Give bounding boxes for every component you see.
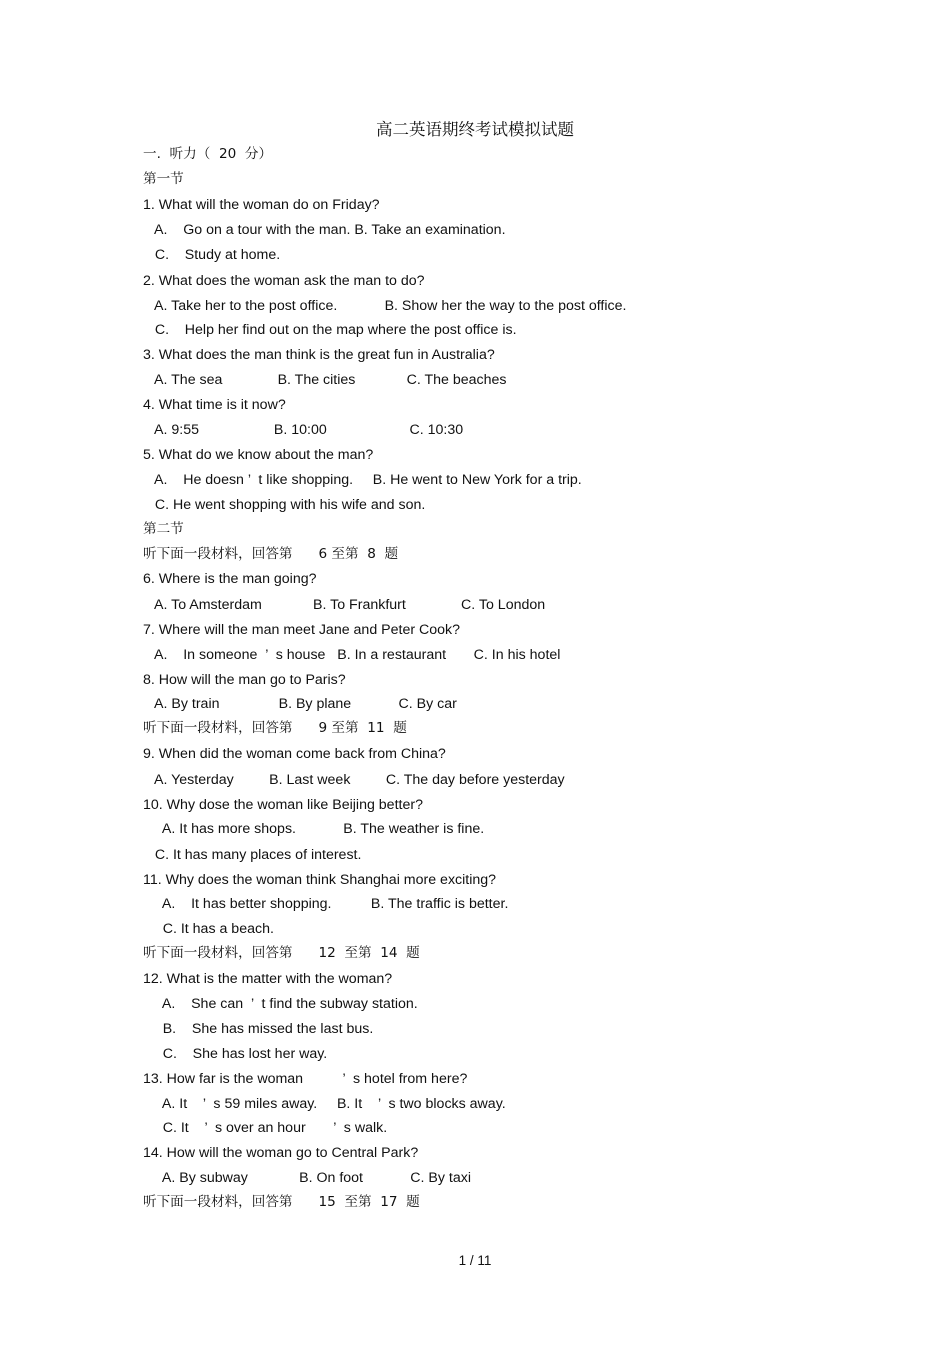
part-heading: 第一节 (143, 171, 184, 187)
options-line: C. Study at home. (143, 247, 281, 263)
options-line: A. 9:55 B. 10:00 C. 10:30 (143, 422, 464, 438)
options-line: A. It ’ s 59 miles away. B. It ’ s two blocks away. (143, 1096, 506, 1112)
options-line: A. To Amsterdam B. To Frankfurt C. To London (143, 597, 546, 613)
question-14: 14. How will the woman go to Central Park? (143, 1145, 419, 1161)
question-1: 1. What will the woman do on Friday? (143, 197, 380, 213)
part-heading: 第二节 (143, 521, 184, 537)
page-title: 高二英语期终考试模拟试题 (376, 120, 574, 139)
question-7: 7. Where will the man meet Jane and Peter Cook? (143, 622, 461, 638)
question-4: 4. What time is it now? (143, 397, 286, 413)
options-line: A. In someone ’ s house B. In a restaurant C. In his hotel (143, 647, 561, 663)
instruction-line: 听下面一段材料，回答第 9 至第 11 题 (143, 720, 407, 736)
options-line: A. By subway B. On foot C. By taxi (143, 1170, 472, 1186)
instruction-line: 听下面一段材料，回答第 6 至第 8 题 (143, 546, 399, 562)
question-3: 3. What does the man think is the great fun in Australia? (143, 347, 495, 363)
instruction-line: 听下面一段材料，回答第 15 至第 17 题 (143, 1194, 420, 1210)
options-line: A. The sea B. The cities C. The beaches (143, 372, 507, 388)
instruction-line: 听下面一段材料，回答第 12 至第 14 题 (143, 945, 420, 961)
question-9: 9. When did the woman come back from China? (143, 746, 446, 762)
options-line: A. It has better shopping. B. The traffic is better. (143, 896, 509, 912)
question-6: 6. Where is the man going? (143, 571, 317, 587)
options-line: C. Help her find out on the map where the post office is. (143, 322, 517, 338)
options-line: A. By train B. By plane C. By car (143, 696, 457, 712)
question-5: 5. What do we know about the man? (143, 447, 374, 463)
options-line: A. She can ’ t find the subway station. (143, 996, 418, 1012)
question-11: 11. Why does the woman think Shanghai more exciting? (143, 872, 497, 888)
options-line: A. Go on a tour with the man. B. Take an examination. (143, 222, 506, 238)
question-12: 12. What is the matter with the woman? (143, 971, 393, 987)
options-line: C. He went shopping with his wife and son. (143, 497, 426, 513)
options-line: A. He doesn ’ t like shopping. B. He went to New York for a trip. (143, 472, 582, 488)
section-heading: 一. 听力（ 20 分） (143, 146, 273, 162)
options-line: B. She has missed the last bus. (143, 1021, 374, 1037)
options-line: A. It has more shops. B. The weather is fine. (143, 821, 485, 837)
options-line: C. It ’ s over an hour ’ s walk. (143, 1120, 388, 1136)
question-8: 8. How will the man go to Paris? (143, 672, 346, 688)
options-line: A. Yesterday B. Last week C. The day before yesterday (143, 772, 565, 788)
question-10: 10. Why dose the woman like Beijing better? (143, 797, 423, 813)
options-line: A. Take her to the post office. B. Show her the way to the post office. (143, 298, 627, 314)
options-line: C. It has many places of interest. (143, 847, 362, 863)
question-2: 2. What does the woman ask the man to do? (143, 273, 425, 289)
options-line: C. She has lost her way. (143, 1046, 328, 1062)
options-line: C. It has a beach. (143, 921, 274, 937)
question-13: 13. How far is the woman ’ s hotel from here? (143, 1071, 468, 1087)
page-number: 1 / 11 (458, 1253, 492, 1268)
